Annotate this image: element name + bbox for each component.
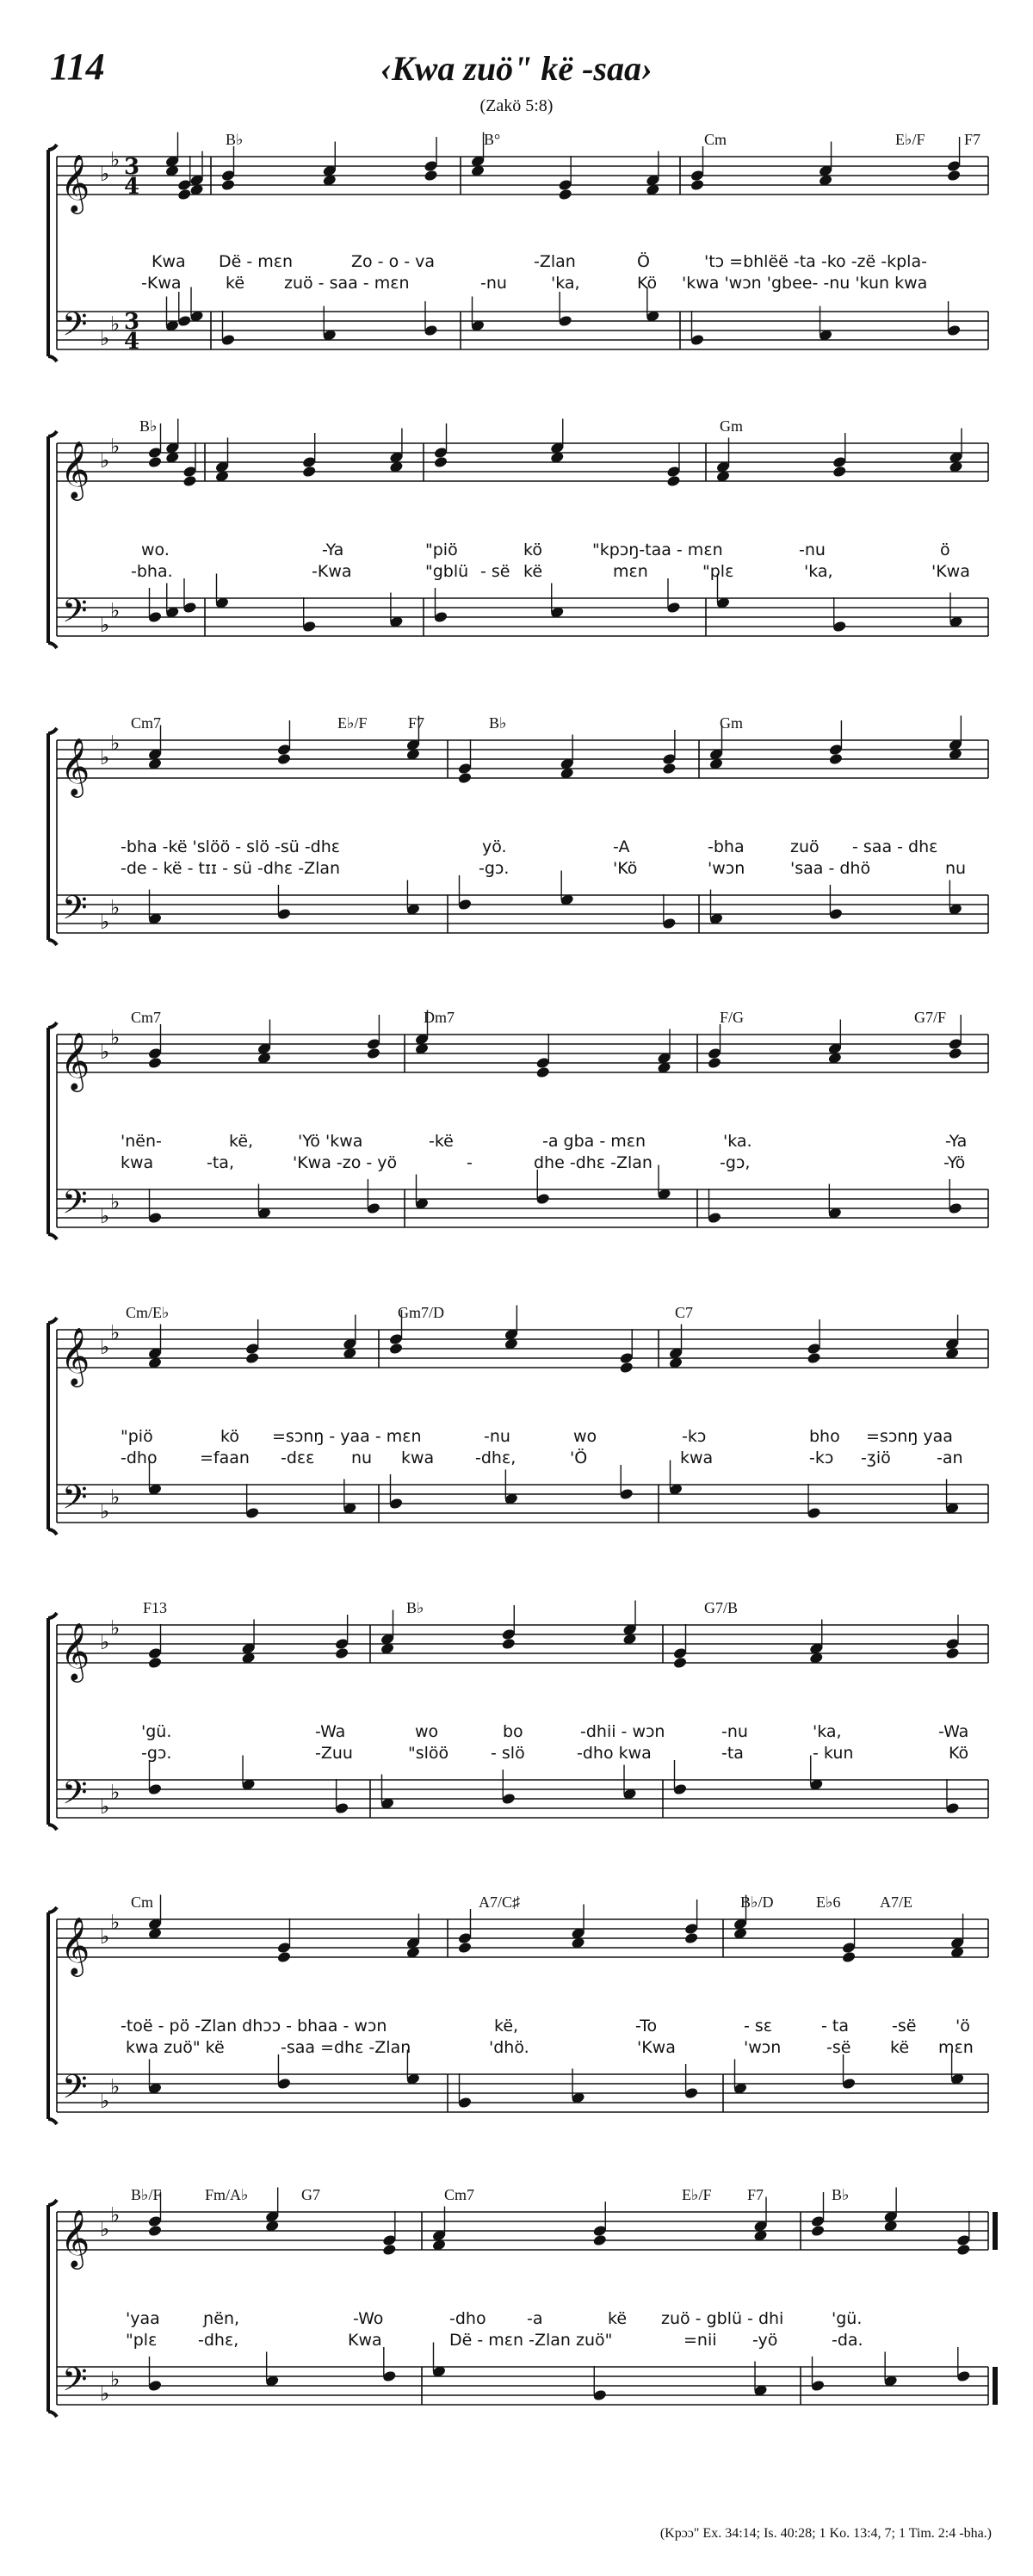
- lyric-verse-2: - kun: [813, 1744, 854, 1763]
- lyric-verse-2: -Kwa: [141, 274, 182, 293]
- lyric-verse-2: dhe -dhɛ -Zlan: [534, 1153, 653, 1172]
- svg-text:𝄞: 𝄞: [60, 737, 90, 795]
- svg-text:𝄢: 𝄢: [62, 305, 88, 351]
- svg-text:♭: ♭: [100, 613, 110, 637]
- lyric-verse-1: 'Yö 'kwa: [298, 1132, 363, 1151]
- chord-symbol: F7: [408, 714, 425, 732]
- svg-text:4: 4: [124, 174, 140, 200]
- hymn-title: ‹Kwa zuö" kë -saa›: [380, 49, 653, 88]
- svg-text:♭: ♭: [100, 1204, 110, 1228]
- lyric-verse-1: -bha: [708, 837, 745, 856]
- svg-text:♭: ♭: [100, 910, 110, 934]
- lyric-verse-1: kö: [220, 1427, 239, 1446]
- lyric-verse-2: -gɔ.: [479, 859, 510, 878]
- svg-text:𝄞: 𝄞: [60, 1622, 90, 1680]
- svg-text:♭: ♭: [100, 1040, 110, 1064]
- chord-symbol: G7/F: [914, 1009, 947, 1026]
- lyric-verse-1: ö: [940, 541, 950, 559]
- lyric-verse-1: - saa - dhɛ: [852, 837, 938, 856]
- lyric-verse-2: -: [467, 1153, 473, 1172]
- svg-text:♭: ♭: [100, 1924, 110, 1949]
- lyric-verse-1: -To: [635, 2017, 658, 2035]
- chord-symbol: B♭: [226, 131, 244, 148]
- svg-text:♭: ♭: [110, 1910, 121, 1935]
- lyric-verse-1: -Wa: [315, 1722, 346, 1741]
- svg-text:𝄢: 𝄢: [62, 2360, 88, 2406]
- music-system-5: [0, 1304, 1033, 1597]
- lyric-verse-2: kë: [523, 562, 543, 581]
- lyric-verse-2: kë: [890, 2038, 910, 2057]
- chord-symbol: Cm7: [444, 2186, 475, 2203]
- hymn-reference: (Zakö 5:8): [479, 96, 554, 115]
- chord-symbol: G7/B: [704, 1599, 739, 1616]
- lyric-verse-2: -Zuu: [315, 1744, 353, 1763]
- chord-symbol: Cm/E♭: [126, 1304, 170, 1321]
- lyric-verse-2: kwa: [680, 1449, 714, 1467]
- lyric-verse-1: -nu: [484, 1427, 510, 1446]
- svg-text:♭: ♭: [110, 147, 121, 172]
- music-system-8: [0, 2186, 1033, 2479]
- svg-text:𝄞: 𝄞: [60, 153, 90, 212]
- chord-symbol: Fm/A♭: [205, 2186, 249, 2203]
- lyric-verse-2: -da.: [832, 2331, 863, 2350]
- chord-symbol: B♭: [489, 714, 507, 732]
- lyric-verse-2: kwa zuö" kë: [126, 2038, 225, 2057]
- lyric-verse-2: -gɔ,: [720, 1153, 751, 1172]
- lyric-verse-1: kö: [523, 541, 542, 559]
- lyric-verse-2: nu: [351, 1449, 373, 1467]
- chord-symbol: Gm7/D: [398, 1304, 444, 1321]
- svg-text:♭: ♭: [110, 312, 121, 337]
- svg-text:4: 4: [124, 329, 140, 355]
- lyric-verse-1: -Ya: [322, 541, 344, 559]
- svg-text:♭: ♭: [100, 1335, 110, 1359]
- lyric-verse-2: "slöö: [408, 1744, 449, 1763]
- svg-text:𝄢: 𝄢: [62, 1773, 88, 1819]
- lyric-verse-1: -kɔ: [682, 1427, 707, 1446]
- lyric-verse-2: 'ka,: [804, 562, 833, 581]
- svg-text:♭: ♭: [100, 2217, 110, 2241]
- svg-text:𝄞: 𝄞: [60, 2208, 90, 2267]
- chord-symbol: B♭: [406, 1599, 424, 1616]
- lyric-verse-1: zuö - gblü - dhi: [661, 2309, 784, 2328]
- music-system-6: [0, 1599, 1033, 1892]
- chord-symbol: E♭/F: [895, 131, 925, 148]
- lyric-verse-2: 'ka,: [551, 274, 580, 293]
- lyric-verse-1: "kpɔŋ-taa - mɛn: [592, 541, 723, 559]
- lyric-verse-2: kwa: [401, 1449, 435, 1467]
- chord-symbol: F7: [964, 131, 981, 148]
- svg-text:♭: ♭: [100, 162, 110, 186]
- lyric-verse-1: 'tɔ =bhlëë -ta -ko -zë -kpla-: [704, 252, 927, 271]
- chord-symbol: B♭: [832, 2186, 850, 2203]
- lyric-verse-1: wo: [415, 1722, 439, 1741]
- lyric-verse-1: -bha -kë 'slöö - slö -sü -dhɛ: [121, 837, 341, 856]
- lyric-verse-1: - ta: [821, 2017, 849, 2035]
- chord-symbol: E♭6: [816, 1893, 841, 1911]
- lyric-verse-1: 'yaa: [126, 2309, 160, 2328]
- lyric-verse-1: "piö: [121, 1427, 153, 1446]
- lyric-verse-1: -Wo: [353, 2309, 384, 2328]
- svg-text:♭: ♭: [110, 1780, 121, 1805]
- lyric-verse-2: -dho kwa: [577, 1744, 652, 1763]
- lyric-verse-1: -Wa: [938, 1722, 969, 1741]
- lyric-verse-2: - së: [480, 562, 510, 581]
- lyric-verse-2: mɛn: [613, 562, 648, 581]
- lyric-verse-2: -yö: [752, 2331, 778, 2350]
- lyric-verse-1: - sɛ: [744, 2017, 773, 2035]
- svg-text:𝄞: 𝄞: [60, 440, 90, 498]
- lyric-verse-2: kë: [226, 274, 245, 293]
- lyric-verse-1: -nu: [799, 541, 826, 559]
- lyric-verse-2: -dhɛ,: [475, 1449, 516, 1467]
- lyric-verse-1: 'gü.: [832, 2309, 863, 2328]
- lyric-verse-2: mɛn: [938, 2038, 974, 2057]
- svg-text:♭: ♭: [100, 745, 110, 769]
- chord-symbol: E♭/F: [682, 2186, 712, 2203]
- svg-text:𝄢: 𝄢: [62, 1478, 88, 1524]
- music-system-7: [0, 1893, 1033, 2186]
- chord-symbol: Cm: [704, 131, 727, 148]
- svg-text:♭: ♭: [110, 434, 121, 459]
- lyric-verse-2: 'dhö.: [489, 2038, 529, 2057]
- svg-text:♭: ♭: [110, 598, 121, 623]
- lyric-verse-2: 'Ö: [570, 1449, 588, 1467]
- lyric-verse-1: 'ka,: [813, 1722, 842, 1741]
- lyric-verse-1: yö.: [482, 837, 507, 856]
- lyric-verse-2: zuö - saa - mɛn: [284, 274, 410, 293]
- lyric-verse-2: -gɔ.: [141, 1744, 172, 1763]
- svg-text:♭: ♭: [110, 895, 121, 920]
- lyric-verse-1: -a: [527, 2309, 543, 2328]
- lyric-verse-1: bo: [503, 1722, 523, 1741]
- lyric-verse-1: =sɔnŋ - yaa - mɛn: [272, 1427, 422, 1446]
- lyric-verse-2: -saa =dhɛ -Zlan: [281, 2038, 411, 2057]
- chord-symbol: A7/C♯: [479, 1893, 521, 1911]
- lyric-verse-1: -Ya: [945, 1132, 968, 1151]
- lyric-verse-1: Dë - mɛn: [219, 252, 294, 271]
- lyric-verse-2: =faan: [200, 1449, 250, 1467]
- lyric-verse-2: 'Kwa: [637, 2038, 676, 2057]
- svg-text:𝄢: 𝄢: [62, 2067, 88, 2114]
- svg-text:♭: ♭: [100, 2089, 110, 2113]
- lyric-verse-1: Zo - o - va: [351, 252, 436, 271]
- lyric-verse-2: -Kwa: [312, 562, 352, 581]
- lyric-verse-2: kwa: [121, 1153, 154, 1172]
- lyric-verse-1: =sɔnŋ yaa: [866, 1427, 953, 1446]
- lyric-verse-1: -kë: [429, 1132, 454, 1151]
- lyric-verse-1: kë: [608, 2309, 628, 2328]
- svg-text:♭: ♭: [100, 1795, 110, 1819]
- lyric-verse-1: 'ö: [956, 2017, 970, 2035]
- lyric-verse-2: 'wɔn: [744, 2038, 782, 2057]
- svg-text:♭: ♭: [100, 1630, 110, 1654]
- chord-symbol: B♭: [139, 417, 158, 435]
- chord-symbol: A7/E: [880, 1893, 912, 1911]
- lyric-verse-1: -së: [892, 2017, 917, 2035]
- lyric-verse-1: zuö: [790, 837, 820, 856]
- chord-symbol: Gm: [720, 714, 743, 732]
- lyric-verse-2: 'wɔn: [708, 859, 745, 878]
- lyric-verse-2: -dhɛ,: [198, 2331, 239, 2350]
- hymn-number: 114: [50, 46, 105, 88]
- lyric-verse-1: Ö: [637, 252, 650, 271]
- lyric-verse-2: "plɛ: [702, 562, 734, 581]
- scripture-references: (Kpɔɔ" Ex. 34:14; Is. 40:28; 1 Ko. 13:4, 7; 1 Tim. 2:4 -bha.): [659, 2526, 992, 2541]
- lyric-verse-2: 'kwa 'wɔn 'gbee- -nu 'kun kwa: [682, 274, 928, 293]
- lyric-verse-2: -nu: [480, 274, 507, 293]
- svg-text:♭: ♭: [110, 1025, 121, 1050]
- chord-symbol: C7: [675, 1304, 694, 1321]
- lyric-verse-2: -dho: [121, 1449, 158, 1467]
- svg-text:♭: ♭: [100, 1499, 110, 1523]
- chord-symbol: F7: [747, 2186, 764, 2203]
- lyric-verse-1: -A: [613, 837, 630, 856]
- svg-text:𝄢: 𝄢: [62, 1183, 88, 1229]
- music-system-4: [0, 1009, 1033, 1301]
- lyric-verse-1: wo: [573, 1427, 597, 1446]
- lyric-verse-2: "plɛ: [126, 2331, 158, 2350]
- svg-text:𝄢: 𝄢: [62, 591, 88, 638]
- lyric-verse-1: bho: [809, 1427, 840, 1446]
- lyric-verse-1: -dhii - wɔn: [580, 1722, 665, 1741]
- lyric-verse-1: -a gba - mɛn: [542, 1132, 646, 1151]
- svg-text:𝄞: 𝄞: [60, 1031, 90, 1090]
- lyric-verse-2: -ta,: [207, 1153, 234, 1172]
- lyric-verse-1: 'ka.: [723, 1132, 752, 1151]
- lyric-verse-2: nu: [945, 859, 967, 878]
- chord-symbol: Dm7: [424, 1009, 455, 1026]
- lyric-verse-2: -dɛɛ: [281, 1449, 315, 1467]
- svg-text:♭: ♭: [110, 2074, 121, 2099]
- lyric-verse-2: "gblü: [425, 562, 469, 581]
- svg-text:♭: ♭: [110, 1485, 121, 1510]
- lyric-verse-2: 'Kö: [613, 859, 638, 878]
- chord-symbol: Cm7: [131, 714, 162, 732]
- lyric-verse-1: -Zlan: [534, 252, 576, 271]
- chord-symbol: B°: [484, 131, 501, 148]
- chord-symbol: Cm: [131, 1893, 154, 1911]
- lyric-verse-1: Kwa: [152, 252, 186, 271]
- music-system-2: [0, 417, 1033, 710]
- lyric-verse-1: kë,: [229, 1132, 254, 1151]
- lyric-verse-2: =nii: [684, 2331, 717, 2350]
- lyric-verse-2: -an: [937, 1449, 963, 1467]
- svg-text:♭: ♭: [110, 2202, 121, 2227]
- lyric-verse-2: - slö: [491, 1744, 525, 1763]
- lyric-verse-2: -kɔ: [809, 1449, 834, 1467]
- svg-text:♭: ♭: [100, 326, 110, 350]
- lyric-verse-1: 'nën-: [121, 1132, 162, 1151]
- svg-text:♭: ♭: [110, 1615, 121, 1640]
- lyric-verse-1: wo.: [141, 541, 170, 559]
- chord-symbol: E♭/F: [337, 714, 368, 732]
- music-system-3: [0, 714, 1033, 1007]
- lyric-verse-2: -de - kë - tɪɪ - sü -dhɛ -Zlan: [121, 859, 341, 878]
- lyric-verse-2: -ʒiö: [861, 1449, 891, 1467]
- svg-text:♭: ♭: [110, 2367, 121, 2392]
- lyric-verse-2: -së: [826, 2038, 851, 2057]
- lyric-verse-1: 'gü.: [141, 1722, 172, 1741]
- chord-symbol: F/G: [720, 1009, 745, 1026]
- lyric-verse-2: Kwa: [348, 2331, 382, 2350]
- chord-symbol: F13: [143, 1599, 168, 1616]
- lyric-verse-1: -toë - pö -Zlan dhɔɔ - bhaa - wɔn: [121, 2017, 387, 2035]
- chord-symbol: Gm: [720, 417, 743, 435]
- lyric-verse-2: -ta: [721, 1744, 744, 1763]
- svg-text:3: 3: [124, 309, 140, 335]
- lyric-verse-2: Kö: [637, 274, 658, 293]
- lyric-verse-1: -nu: [721, 1722, 748, 1741]
- svg-text:𝄞: 𝄞: [60, 1326, 90, 1385]
- svg-text:♭: ♭: [100, 2381, 110, 2406]
- lyric-verse-2: 'Kwa: [931, 562, 970, 581]
- svg-text:♭: ♭: [110, 1320, 121, 1345]
- lyric-verse-2: -Yö: [943, 1153, 966, 1172]
- lyric-verse-2: Kö: [949, 1744, 969, 1763]
- chord-symbol: Cm7: [131, 1009, 162, 1026]
- lyric-verse-2: 'saa - dhö: [790, 859, 871, 878]
- lyric-verse-1: -dho: [449, 2309, 486, 2328]
- chord-symbol: B♭/D: [740, 1893, 774, 1911]
- lyric-verse-2: Dë - mɛn -Zlan zuö": [449, 2331, 613, 2350]
- chord-symbol: G7: [301, 2186, 320, 2203]
- svg-text:♭: ♭: [110, 731, 121, 756]
- svg-text:3: 3: [124, 154, 140, 180]
- lyric-verse-1: kë,: [494, 2017, 519, 2035]
- lyric-verse-1: ɲën,: [203, 2309, 240, 2328]
- svg-text:𝄢: 𝄢: [62, 888, 88, 935]
- svg-text:𝄞: 𝄞: [60, 1916, 90, 1974]
- lyric-verse-2: 'Kwa -zo - yö: [293, 1153, 398, 1172]
- svg-text:♭: ♭: [110, 1189, 121, 1214]
- svg-text:♭: ♭: [100, 448, 110, 473]
- chord-symbol: B♭/F: [131, 2186, 162, 2203]
- lyric-verse-1: "piö: [425, 541, 458, 559]
- music-system-1: [0, 120, 1033, 413]
- lyric-verse-2: -bha.: [131, 562, 173, 581]
